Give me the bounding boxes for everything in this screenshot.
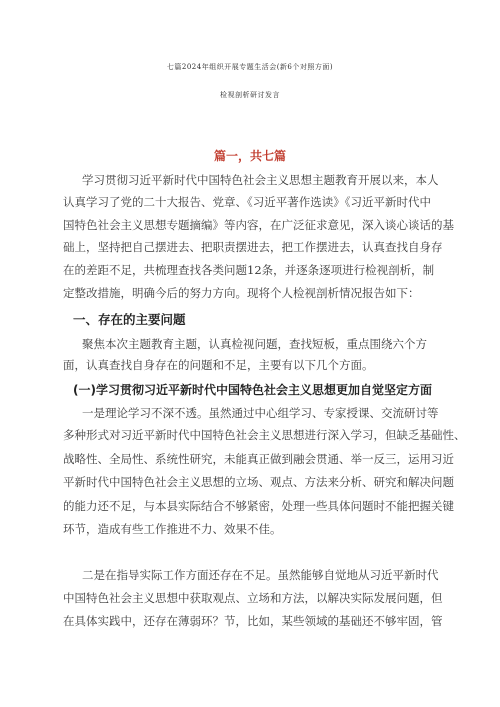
intro-line: 础上，坚持把自己摆进去、把职责摆进去，把工作摆进去，认真查找自身存 <box>63 240 443 254</box>
paragraph-line: 多种形式对习近平新时代中国特色社会主义思想进行深入学习，但缺乏基础性、 <box>63 428 466 442</box>
subheading-study-thought: (一)学习贯彻习近平新时代中国特色社会主义思想更加自觉坚定方面 <box>73 383 432 397</box>
paragraph-line: 的能力还不足，与本县实际结合不够紧密，处理一些具体问题时不能把握关键 <box>63 499 454 513</box>
heading-main-problems: 一、存在的主要问题 <box>73 312 186 327</box>
intro-line: 学习贯彻习近平新时代中国特色社会主义思想主题教育开展以来，本人 <box>82 173 439 187</box>
paragraph-line: 一是理论学习不深不透。虽然通过中心组学习、专家授课、交流研讨等 <box>82 406 439 420</box>
paragraph-line: 战略性、全局性、系统性研究，未能真正做到融会贯通、举一反三，运用习近 <box>63 452 454 466</box>
paragraph-line: 中国特色社会主义思想中获取观点、立场和方法，以解决实际发展问题，但 <box>63 591 443 605</box>
paragraph-line: 聚焦本次主题教育主题，认真检视问题，查找短板，重点围绕六个方 <box>82 337 427 351</box>
intro-line: 定整改措施，明确今后的努力方向。现将个人检视剖析情况报告如下： <box>63 286 420 300</box>
paragraph-line: 平新时代中国特色社会主义思想的立场、观点、方法来分析、研究和解决问题 <box>63 475 454 489</box>
paragraph-line: 二是在指导实际工作方面还存在不足。虽然能够自觉地从习近平新时代 <box>82 568 439 582</box>
intro-line: 认真学习了党的二十大报告、党章、《习近平著作选读》《习近平新时代中 <box>63 195 431 209</box>
section-heading: 篇一，共七篇 <box>213 149 286 163</box>
document-title-line-1: 七篇2024年组织开展专题生活会(新6个对照方面) <box>166 63 334 71</box>
document-title-line-2: 检视剖析研讨发言 <box>220 91 280 99</box>
intro-line: 在的差距不足，共梳理查找各类问题12条，并逐条逐项进行检视剖析，制 <box>63 263 435 277</box>
paragraph-line: 面，认真查找自身存在的问题和不足，主要有以下几个方面。 <box>63 358 374 372</box>
paragraph-line: 在具体实践中，还存在薄弱环？节，比如，某些领域的基础还不够牢固，管 <box>63 614 443 628</box>
paragraph-line: 环节，造成有些工作推进不力、效果不佳。 <box>63 522 282 536</box>
intro-line: 国特色社会主义思想专题摘编》等内容，在广泛征求意见，深入谈心谈话的基 <box>63 218 454 232</box>
